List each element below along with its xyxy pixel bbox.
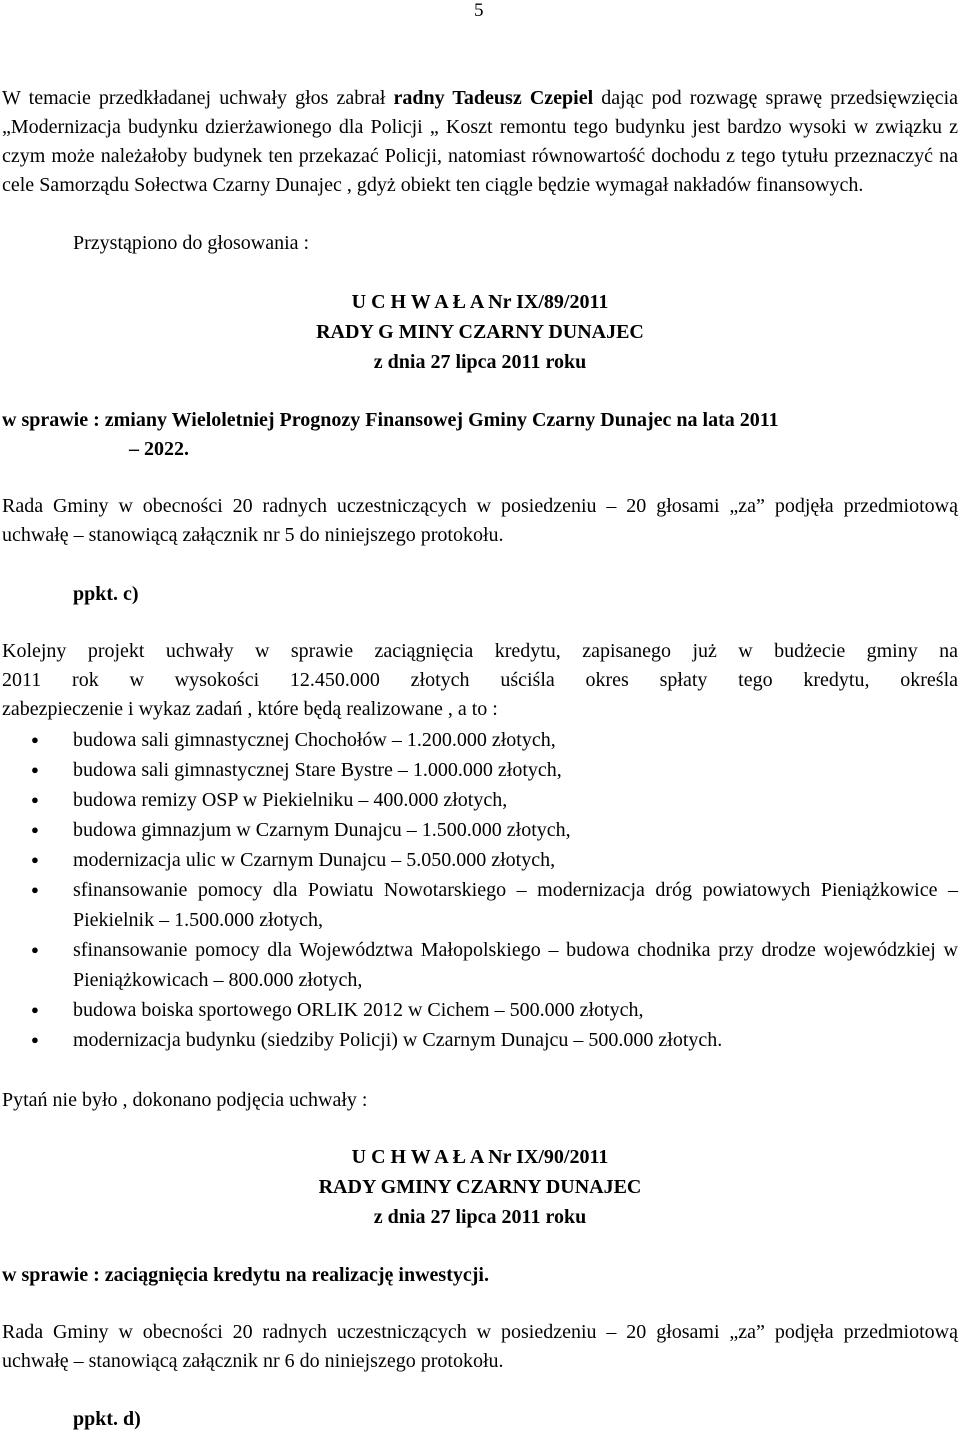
statement-body: dając pod rozwagę sprawę przedsięwzięcia „Modernizacja budynku dzierżawionego dla Policji „ Koszt remontu tego budynku jest bardzo wysoki w związku z czym może należałoby budynek ten przekazać Policji, natomiast równowartość dochodu z tego tytułu przeznaczyć na cele Samorządu Sołectwa Czarny Dunajec , gdyż obiekt ten ciągle będzie wymagał nakładów finansowych. — [2, 87, 959, 196]
resolution-2-number: U C H W A Ł A Nr IX/90/2011 — [351, 1146, 609, 1168]
paragraph-credit-project — [2, 637, 958, 724]
vote-intro: Przystąpiono do głosowania : — [73, 232, 310, 254]
resolution-1-council: RADY G MINY CZARNY DUNAJEC — [316, 321, 644, 343]
list-item: ● budowa boiska sportowego ORLIK 2012 w Cichem – 500.000 złotych, — [0, 995, 960, 1025]
resolution-1-subject-line-1: w sprawie : zmiany Wieloletniej Prognozy Finansowej Gminy Czarny Dunajec na lata 2011 — [2, 409, 779, 431]
credit-line-2: 2011 rok w wysokości 12.450.000 złotych uściśla okres spłaty tego kredytu, określa — [2, 669, 958, 691]
resolution-1-date: z dnia 27 lipca 2011 roku — [373, 351, 587, 373]
paragraph-councillor-statement — [2, 84, 958, 200]
list-item: ● modernizacja budynku (siedziby Policji) w Czarnym Dunajcu – 500.000 złotych. — [0, 1025, 960, 1055]
page-number: 5 — [474, 0, 484, 21]
credit-line-3: zabezpieczenie i wykaz zadań , które będą realizowane , a to : — [2, 698, 498, 720]
resolution-2-result: Rada Gminy w obecności 20 radnych uczestniczących w posiedzeniu – 20 głosami „za” podjęła przedmiotową uchwałę – stanowiącą załącznik nr 6 do niniejszego protokołu. — [2, 1321, 958, 1372]
resolution-1-number: U C H W A Ł A Nr IX/89/2011 — [351, 291, 609, 313]
list-item: ● budowa remizy OSP w Piekielniku – 400.000 złotych, — [0, 785, 960, 815]
resolution-2-date: z dnia 27 lipca 2011 roku — [373, 1206, 587, 1228]
resolution-1-result: Rada Gminy w obecności 20 radnych uczestniczących w posiedzeniu – 20 głosami „za” podjęła przedmiotową uchwałę – stanowiącą załącznik nr 5 do niniejszego protokołu. — [2, 495, 958, 546]
no-questions-note: Pytań nie było , dokonano podjęcia uchwały : — [2, 1089, 368, 1111]
councillor-name: radny Tadeusz Czepiel — [393, 87, 594, 109]
resolution-2-council: RADY GMINY CZARNY DUNAJEC — [318, 1176, 642, 1198]
statement-intro: W temacie przedkładanej uchwały głos zabrał — [2, 87, 394, 109]
credit-line-1: Kolejny projekt uchwały w sprawie zaciągnięcia kredytu, zapisanego już w budżecie gminy na — [2, 640, 958, 662]
point-c-heading: ppkt. c) — [73, 583, 139, 605]
resolution-1-subject-line-2: – 2022. — [129, 438, 189, 460]
list-item: ● sfinansowanie pomocy dla Województwa Małopolskiego – budowa chodnika przy drodze wojewódzkiej w Pieniążkowicach – 800.000 złotych, — [0, 935, 960, 995]
point-d-heading: ppkt. d) — [73, 1408, 141, 1430]
resolution-2-subject: w sprawie : zaciągnięcia kredytu na realizację inwestycji. — [2, 1264, 489, 1286]
task-list — [0, 725, 960, 1055]
list-item: ● budowa sali gimnastycznej Stare Bystre – 1.000.000 złotych, — [0, 755, 960, 785]
list-item: ● sfinansowanie pomocy dla Powiatu Nowotarskiego – modernizacja dróg powiatowych Pieniążkowice – Piekielnik – 1.500.000 złotych, — [0, 875, 960, 935]
resolution-1-subject — [2, 406, 958, 464]
list-item: ● budowa gimnazjum w Czarnym Dunajcu – 1.500.000 złotych, — [0, 815, 960, 845]
list-item: ● modernizacja ulic w Czarnym Dunajcu – 5.050.000 złotych, — [0, 845, 960, 875]
list-item: ● budowa sali gimnastycznej Chochołów – 1.200.000 złotych, — [0, 725, 960, 755]
